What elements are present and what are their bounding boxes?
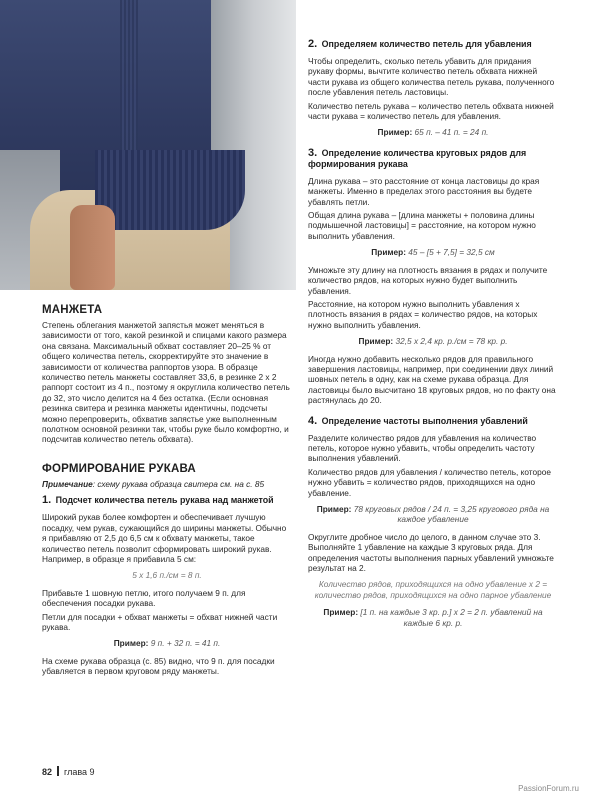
step3-formula-1: Пример: 45 – [5 + 7,5] = 32,5 см xyxy=(371,247,495,258)
step4-formula-3: Пример: [1 п. на каждые 3 кр. р.] х 2 = 2 п. убавлений на каждые 6 кр. р. xyxy=(323,607,543,628)
step1-heading: 1. Подсчет количества петель рукава над манжетой xyxy=(42,494,274,507)
step3-paragraph-1: Длина рукава – это расстояние от конца ластовицы до края манжеты. Именно в пределах этого расстояния вы будете убавлять петли. xyxy=(308,175,540,207)
page-number: 82 xyxy=(42,767,53,777)
step4-formula-2: Количество рядов, приходящихся на одно убавление х 2 = количество рядов, приходящихся на одно парное убавление xyxy=(314,579,552,600)
step2-heading: 2. Определяем количество петель для убавления xyxy=(308,38,532,50)
step3-paragraph-4: Расстояние, на котором нужно выполнить убавления х плотность вязания в рядах = количество рядов, на которых нужно выполнить убавления. xyxy=(308,298,538,330)
step3-heading: 3. Определение количества круговых рядов для формирования рукава xyxy=(308,146,527,169)
step2-paragraph-2: Количество петель рукава – количество петель обхвата нижней части рукава = количество петель для убавления. xyxy=(308,100,554,122)
page-footer xyxy=(42,766,95,777)
sleeve-note: Примечание: схему рукава образца свитера см. на с. 85 xyxy=(42,478,265,489)
step1-paragraph-2: Прибавьте 1 шовную петлю, итого получаем 9 п. для обеспечения посадки рукава. xyxy=(42,587,246,609)
step4-formula-1: Пример: 78 круговых рядов / 24 п. = 3,25 кругового ряда на каждое убавление xyxy=(316,504,550,525)
step1-paragraph-1: Широкий рукав более комфортен и обеспечивает лучшую посадку, чем рукав, сужающийся до ширины манжеты. Обычно я прибавляю от 2,5 до 6,5 см к обхвату манжеты, такое количество петель позволит сформировать широкий рукав. Например, в образце я прибавила 5 см: xyxy=(42,512,287,564)
step3-formula-2: Пример: 32,5 х 2,4 кр. р./см = 78 кр. р. xyxy=(358,336,508,347)
step4-paragraph-1: Разделите количество рядов для убавления на количество петель, которое нужно убавить, чтобы определить частоту выполнения убавлений. xyxy=(308,432,537,464)
sweater-sleeve-photo xyxy=(0,0,296,290)
step3-paragraph-2: Общая длина рукава – [длина манжеты + половина длины подмышечной ластовицы] = расстояние, на котором нужно выполнить убавления. xyxy=(308,210,536,241)
step4-heading: 4. Определение частоты выполнения убавлений xyxy=(308,414,528,427)
step1-formula-2: Пример: 9 п. + 32 п. = 41 п. xyxy=(113,638,221,649)
chapter-label: глава 9 xyxy=(64,767,95,777)
right-column xyxy=(308,39,558,635)
step4-paragraph-2: Количество рядов для убавления / количество петель, которое нужно убавить = количество рядов, приходящихся на одно убавление. xyxy=(308,466,551,498)
step2-formula: Пример: 65 п. – 41 п. = 24 п. xyxy=(377,127,489,138)
step1-paragraph-4: На схеме рукава образца (с. 85) видно, что 9 п. для посадки убавляется в первом круговом ряду манжеты. xyxy=(42,655,275,677)
step1-paragraph-3: Петли для посадки + обхват манжеты = обхват нижней части рукава. xyxy=(42,611,278,632)
cuff-paragraph: Степень облегания манжетой запястья может меняться в зависимости от того, какой резинкой и спицами какого размера она связана. Максимальный обхват составляет 20–25 % от общего количества петель, скорректируйте это значение в зависимости от количества раппортов узора. В образце количество петель манжеты составляет 33,6, в резинке 2 х 2 раппорт состоит из 4 п., поэтому я округлила количество петель до 32, это число делится на 4 без остатка. (Если основная резинка свитера и резинка манжеты идентичны, подсчеты можно перепроверить, обхватив запястье уже выполненным полотном основной резинки так, чтобы руке было комфортно, и подсчитав количество петель обхвата). xyxy=(42,320,290,445)
step1-formula-1: 5 х 1,6 п./см = 8 п. xyxy=(132,570,202,581)
step3-paragraph-3: Умножьте эту длину на плотность вязания в рядах и получите количество рядов, на которых нужно будет выполнить убавления. xyxy=(308,264,548,296)
cuff-heading: МАНЖЕТА xyxy=(42,304,103,316)
sleeve-heading: ФОРМИРОВАНИЕ РУКАВА xyxy=(42,462,196,475)
left-column xyxy=(42,303,292,680)
step4-paragraph-3: Округлите дробное число до целого, в данном случае это 3. Выполняйте 1 убавление на каждые 3 круговых ряда. Для определения частоты выполнения парных убавлений умножьте результат на 2. xyxy=(308,531,554,574)
step2-paragraph-1: Чтобы определить, сколько петель убавить для придания рукаву формы, вычтите количество петель обхвата нижней части рукава из общего количества петель рукава, полученного после убавления петель ластовицы. xyxy=(308,56,555,98)
footer-divider xyxy=(57,766,59,776)
step3-paragraph-5: Иногда нужно добавить несколько рядов для правильного завершения ластовицы, например, при соединении двух линий шовных петель в одну, как на схеме рукава образца. Для ластовицы было высчитано 18 круговых рядов, но по факту она растянулась до 20. xyxy=(308,353,556,406)
watermark: PassionForum.ru xyxy=(518,784,579,793)
